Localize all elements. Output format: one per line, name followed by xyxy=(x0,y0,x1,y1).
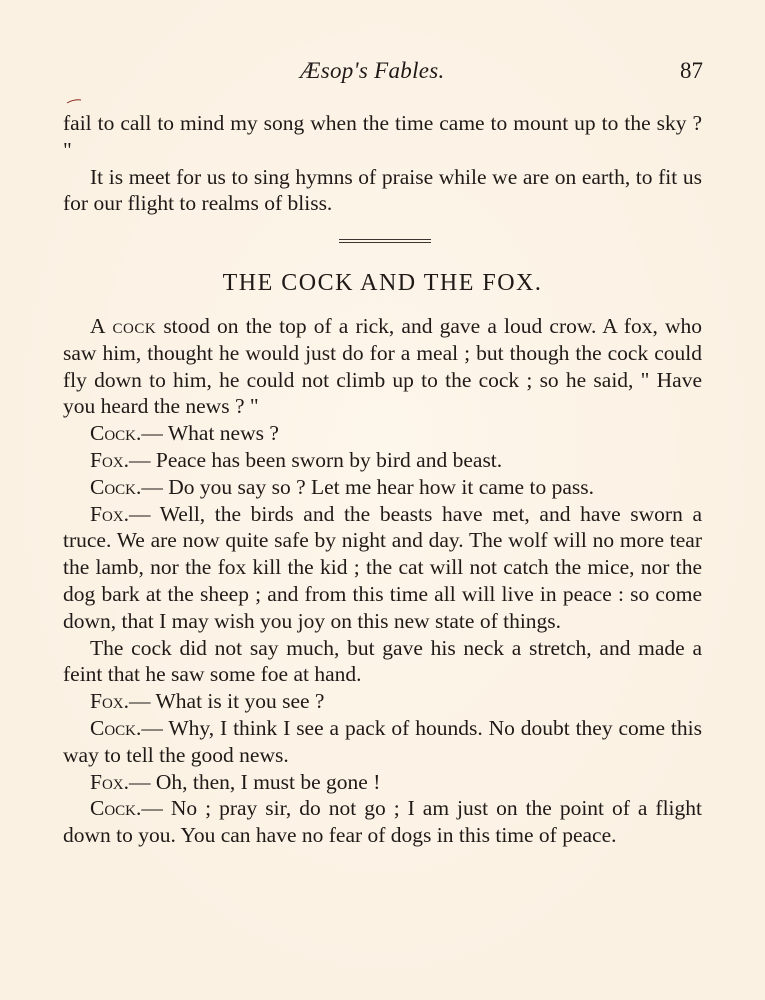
dialogue-line xyxy=(63,447,702,474)
dialogue-text: — What is it you see ? xyxy=(129,689,325,714)
speaker-name: Fox. xyxy=(90,689,129,714)
speaker-name: Cock. xyxy=(90,715,142,740)
speaker-name: Fox. xyxy=(90,447,129,472)
dialogue-text: — Why, I think I see a pack of hounds. No doubt they come this way to tell the good news. xyxy=(63,715,702,767)
opening-smallcaps: A cock xyxy=(90,314,157,338)
speaker-name: Cock. xyxy=(90,421,142,446)
dialogue-text: — No ; pray sir, do not go ; I am just on the point of a flight down to you. You can have no fear of dogs in this time of peace. xyxy=(63,796,702,848)
fable-title: THE COCK AND THE FOX. xyxy=(222,270,543,296)
running-title: Æsop's Fables. xyxy=(300,58,445,83)
speaker-name: Cock. xyxy=(90,796,142,821)
dialogue-text: — What news ? xyxy=(141,421,279,446)
speaker-name: Fox. xyxy=(90,769,129,794)
dialogue-line xyxy=(63,769,702,796)
opening-paragraph xyxy=(63,313,702,420)
moral-paragraph: It is meet for us to sing hymns of praise while we are on earth, to fit us for our flight to realms of bliss. xyxy=(63,164,702,216)
fable-body xyxy=(63,313,702,849)
dialogue-line xyxy=(63,688,702,715)
previous-fable-ending xyxy=(63,110,702,217)
dialogue-text: — Well, the birds and the beasts have met, and have sworn a truce. We are now quite safe by night and day. The wolf will no more tear the lamb, nor the fox kill the kid ; the cat will not catch the mice, nor the dog bark at the sheep ; and from this time all will live in peace : so come down, that I may wish you joy on this new state of things. xyxy=(63,501,702,633)
page-number: 87 xyxy=(680,58,703,83)
speaker-name: Fox. xyxy=(90,501,129,526)
section-divider xyxy=(339,239,431,245)
dialogue-line xyxy=(63,474,702,501)
dialogue-line xyxy=(63,795,702,849)
dialogue-line xyxy=(63,501,702,635)
dialogue-text: — Peace has been sworn by bird and beast. xyxy=(129,447,503,472)
paragraph: fail to call to mind my song when the time came to mount up to the sky ? " xyxy=(63,111,702,162)
dialogue-line xyxy=(63,715,702,769)
printer-mark xyxy=(66,98,82,104)
dialogue-line xyxy=(63,420,702,447)
narration-paragraph: The cock did not say much, but gave his neck a stretch, and made a feint that he saw some foe at hand. xyxy=(63,635,702,687)
speaker-name: Cock. xyxy=(90,474,142,499)
dialogue-text: — Do you say so ? Let me hear how it came to pass. xyxy=(141,474,594,499)
dialogue-text: — Oh, then, I must be gone ! xyxy=(129,769,381,794)
running-header xyxy=(0,58,765,88)
opening-text: stood on the top of a rick, and gave a loud crow. A fox, who saw him, thought he would just do for a meal ; but though the cock could fly down to him, he could not climb up to the cock ; so he said, " Have you heard the news ? " xyxy=(63,314,703,419)
